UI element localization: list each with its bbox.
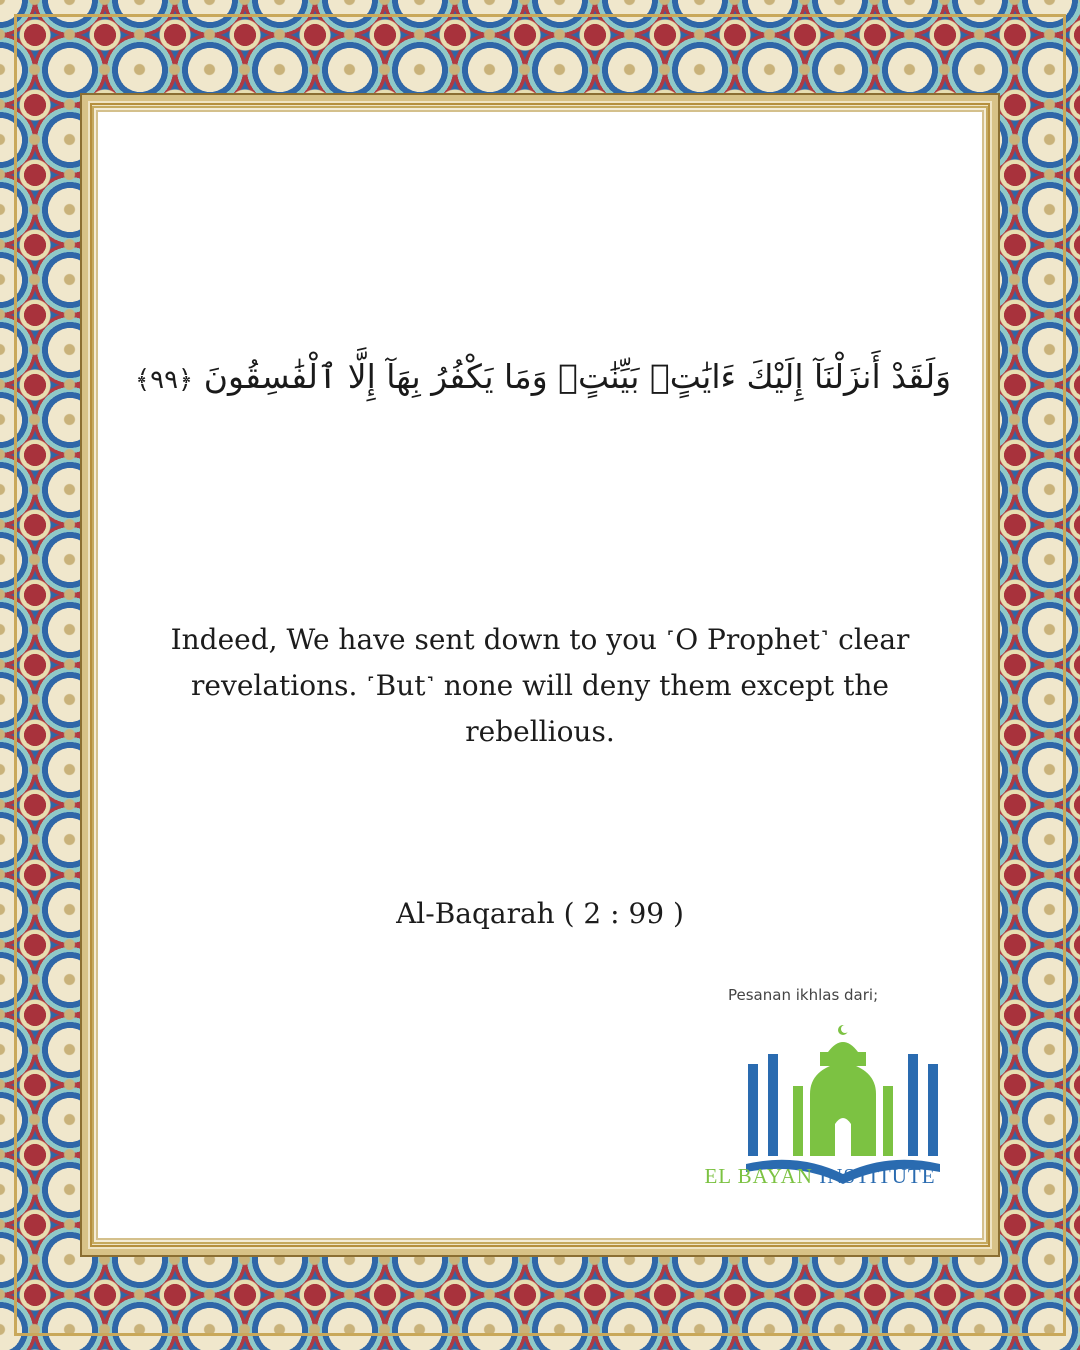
arabic-verse: [98, 347, 982, 410]
verse-reference: Al-Baqarah ( 2 : 99 ): [396, 897, 684, 930]
logo-name-part1: EL BAYAN: [704, 1164, 813, 1188]
ayah-number-marker: ﴿٩٩﴾: [134, 365, 194, 395]
logo-name-part2: INSTITUTE: [819, 1164, 936, 1188]
content-panel: [98, 112, 982, 1238]
arabic-verse-text: وَلَقَدْ أَنزَلْنَآ إِلَيْكَ ءَايَٰتٍۭ بَيِّنَٰتٍۖ وَمَا يَكْفُرُ بِهَآ إِلَّا ٱلْفَٰسِقُونَ: [203, 357, 952, 396]
ayah-number: ٩٩: [150, 365, 179, 395]
logo-wordmark: [700, 1164, 940, 1189]
verse-translation: Indeed, We have sent down to you ˹O Prophet˺ clear revelations. ˹But˺ none will deny them except the rebellious.: [170, 623, 910, 748]
from-label: Pesanan ikhlas dari;: [728, 986, 879, 1004]
